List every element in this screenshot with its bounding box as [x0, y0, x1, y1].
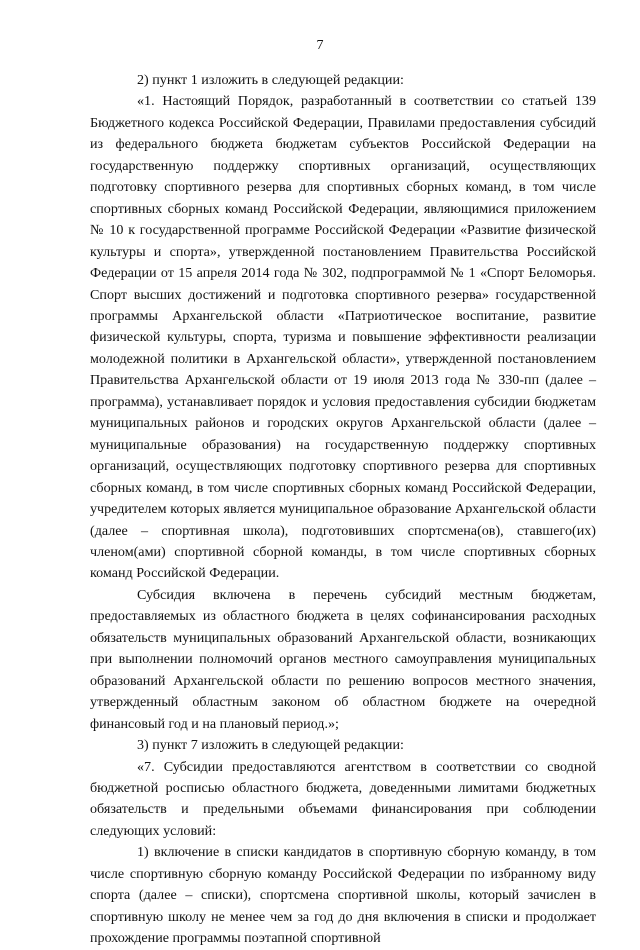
paragraph-item-2-intro: 2) пункт 1 изложить в следующей редакции:	[137, 72, 404, 88]
paragraph-point-7-text: «7. Субсидии предоставляются агентством в соответствии со сводной бюджетной росписью областного бюджета, доведенными лимитами бюджетных обязательств и предельными объемами финансирования при соблюдении следующих условий:	[90, 758, 596, 839]
document-body	[90, 70, 596, 950]
paragraph-condition-1: 1) включение в списки кандидатов в спортивную сборную команду, в том числе спортивную сборную команду Российской Федерации по избранному виду спорта (далее – списки), спортсмена спортивной школы, который зачислен в спортивную школу не менее чем за год до дня включения в списки и продолжает прохождение программы поэтапной спортивной	[90, 844, 596, 947]
paragraph-item-3-intro: 3) пункт 7 изложить в следующей редакции:	[137, 737, 404, 754]
paragraph-point-1-text: «1. Настоящий Порядок, разработанный в соответствии со статьей 139 Бюджетного кодекса Российской Федерации, Правилами предоставления субсидий из федерального бюджета бюджетам субъектов Российской Федерации на государственную поддержку спортивных организаций, осуществляющих подготовку спортивного резерва для спортивных сборных команд, в том числе спортивных сборных команд Российской Федерации, являющимися приложением № 10 к государственной программе Российской Федерации «Развитие физической культуры и спорта», утвержденной постановлением Правительства Российской Федерации от 15 апреля 2014 года № 302, подпрограммой № 1 «Спорт Беломорья. Спорт высших достижений и подготовка спортивного резерва» государственной программы Архангельской области «Патриотическое воспитание, развитие физической культуры, спорта, туризма и повышение эффективности реализации молодежной политики в Архангельской области», утвержденной постановлением Правительства Архангельской области от 19 июля 2013 года № 330-пп (далее – программа), устанавливает порядок и условия предоставления субсидии бюджетам муниципальных районов и городских округов Архангельской области (далее – муниципальные образования) на государственную поддержку спортивных организаций, осуществляющих подготовку спортивного резерва для спортивных сборных команд, в том числе спортивных сборных команд Российской Федерации, учредителем которых является муниципальное образование Архангельской области (далее – спортивная школа), подготовивших спортсмена(ов), ставшего(их) членом(ами) спортивной сборной команды, в том числе спортивных сборных команд Российской Федерации.	[90, 93, 596, 582]
paragraph-subsidy-inclusion: Субсидия включена в перечень субсидий местным бюджетам, предоставляемых из областного бюджета в целях софинансирования расходных обязательств муниципальных образований Архангельской области, возникающих при выполнении полномочий органов местного самоуправления муниципальных образований Архангельской области по решению вопросов местного значения, утвержденный областным законом об областном бюджете на очередной финансовый год и на плановый период.»;	[90, 586, 596, 732]
page-number: 7	[316, 38, 324, 53]
